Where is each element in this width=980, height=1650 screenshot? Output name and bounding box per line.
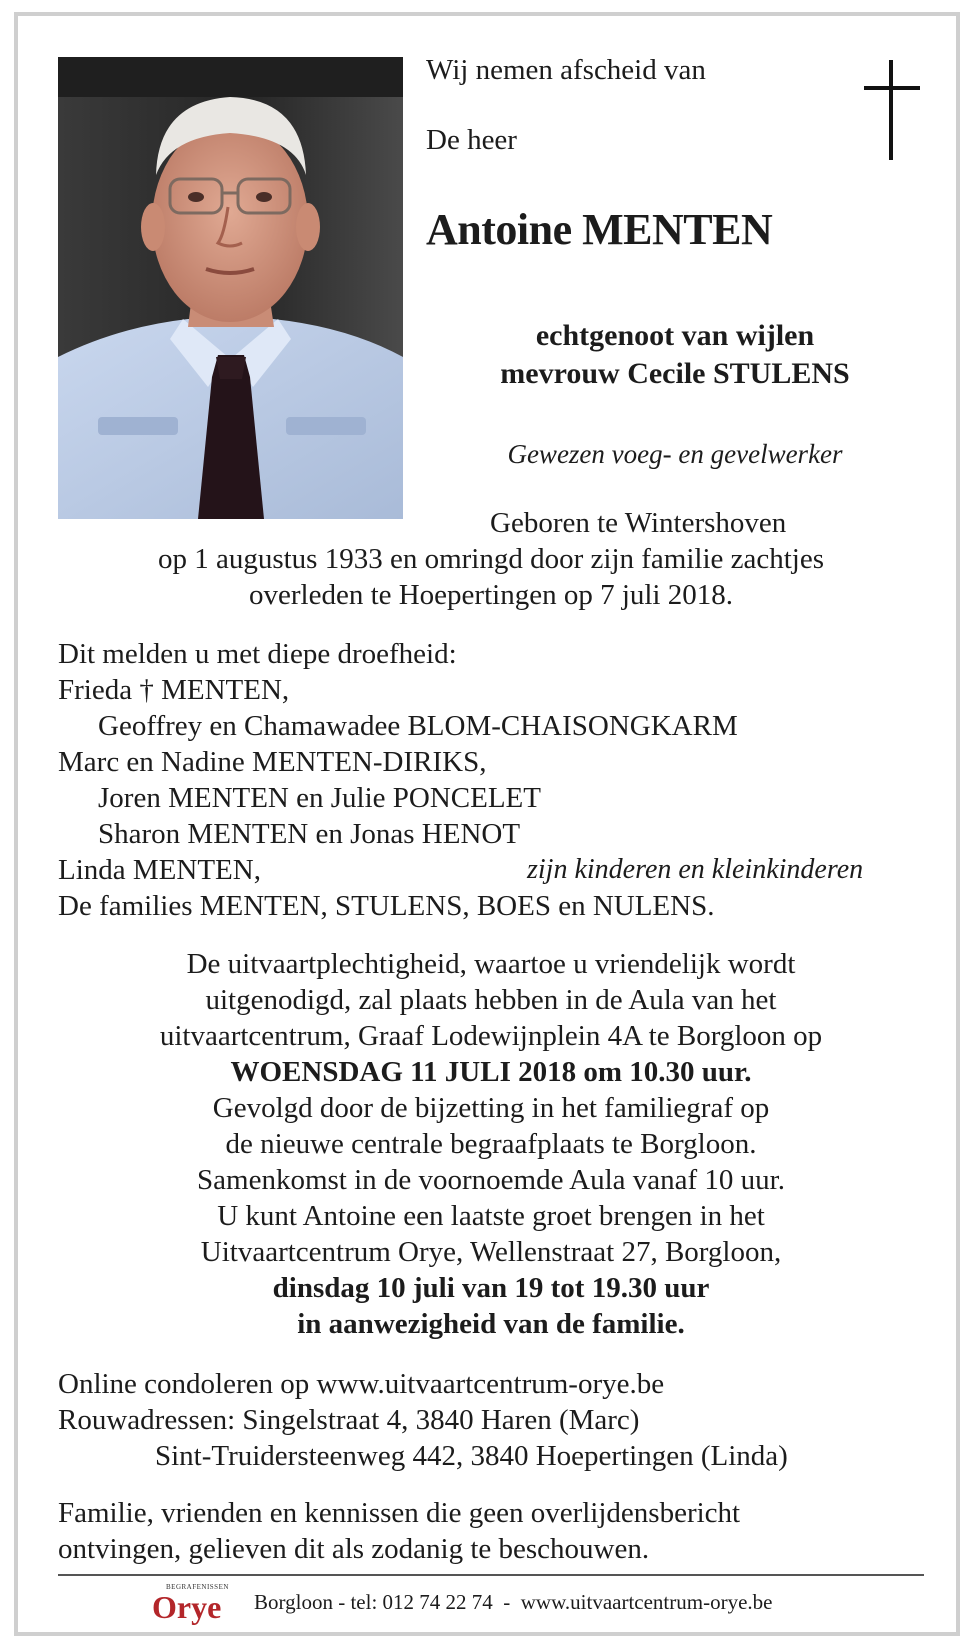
birth-line-1: Geboren te Wintershoven	[490, 507, 787, 539]
footer-divider	[58, 1574, 924, 1576]
ceremony-line: uitvaartcentrum, Graaf Lodewijnplein 4A te Borgloon op	[159, 1020, 823, 1052]
ceremony-line: Gevolgd door de bijzetting in het familiegraf op	[212, 1092, 770, 1124]
online-condolence: Online condoleren op www.uitvaartcentrum-orye.be	[58, 1368, 665, 1400]
cross-icon	[860, 60, 924, 160]
families-line: De families MENTEN, STULENS, BOES en NULENS.	[58, 890, 715, 922]
family-relation: zijn kinderen en kleinkinderen	[527, 854, 864, 885]
family-member: Frieda † MENTEN,	[58, 674, 290, 706]
mourning-address-2: Sint-Truidersteenweg 442, 3840 Hoepertingen (Linda)	[155, 1440, 788, 1472]
ceremony-line: De uitvaartplechtigheid, waartoe u vriendelijk wordt	[186, 948, 796, 980]
family-member: Geoffrey en Chamawadee BLOM-CHAISONGKARM	[98, 710, 738, 742]
family-member: Linda MENTEN,	[58, 854, 261, 886]
ceremony-line: Uitvaartcentrum Orye, Wellenstraat 27, Borgloon,	[200, 1236, 782, 1268]
family-member: Marc en Nadine MENTEN-DIRIKS,	[58, 746, 487, 778]
spouse-line-2: mevrouw Cecile STULENS	[500, 357, 850, 390]
spouse-line-1: echtgenoot van wijlen	[535, 319, 815, 352]
footer-contact: Borgloon - tel: 012 74 22 74 - www.uitvaartcentrum-orye.be	[254, 1590, 773, 1614]
occupation: Gewezen voeg- en gevelwerker	[507, 439, 843, 469]
family-member: Joren MENTEN en Julie PONCELET	[98, 782, 541, 814]
ceremony-line: uitgenodigd, zal plaats hebben in de Aula van het	[205, 984, 777, 1016]
funeral-home-logo: BEGRAFENISSEN Orye	[152, 1583, 229, 1625]
ceremony-line: U kunt Antoine een laatste groet brengen in het	[217, 1200, 765, 1232]
family-intro: Dit melden u met diepe droefheid:	[58, 638, 457, 670]
notice-line-2: ontvingen, gelieven dit als zodanig te beschouwen.	[58, 1533, 650, 1565]
visitation-note: in aanwezigheid van de familie.	[297, 1308, 685, 1340]
visitation-time: dinsdag 10 juli van 19 tot 19.30 uur	[272, 1272, 710, 1304]
deceased-name: Antoine MENTEN	[426, 205, 773, 254]
ceremony-line: de nieuwe centrale begraafplaats te Borgloon.	[225, 1128, 757, 1160]
salutation: De heer	[426, 124, 517, 156]
birth-line-3: overleden te Hoepertingen op 7 juli 2018.	[248, 579, 733, 611]
birth-line-2: op 1 augustus 1933 en omringd door zijn familie zachtjes	[157, 543, 825, 575]
ceremony-date: WOENSDAG 11 JULI 2018 om 10.30 uur.	[230, 1056, 752, 1088]
portrait-photo	[58, 57, 403, 519]
family-member: Sharon MENTEN en Jonas HENOT	[98, 818, 521, 850]
intro-text: Wij nemen afscheid van	[426, 54, 706, 86]
ceremony-line: Samenkomst in de voornoemde Aula vanaf 10 uur.	[197, 1164, 785, 1196]
mourning-address-1: Rouwadressen: Singelstraat 4, 3840 Haren (Marc)	[58, 1404, 640, 1436]
notice-line-1: Familie, vrienden en kennissen die geen overlijdensbericht	[58, 1497, 741, 1529]
